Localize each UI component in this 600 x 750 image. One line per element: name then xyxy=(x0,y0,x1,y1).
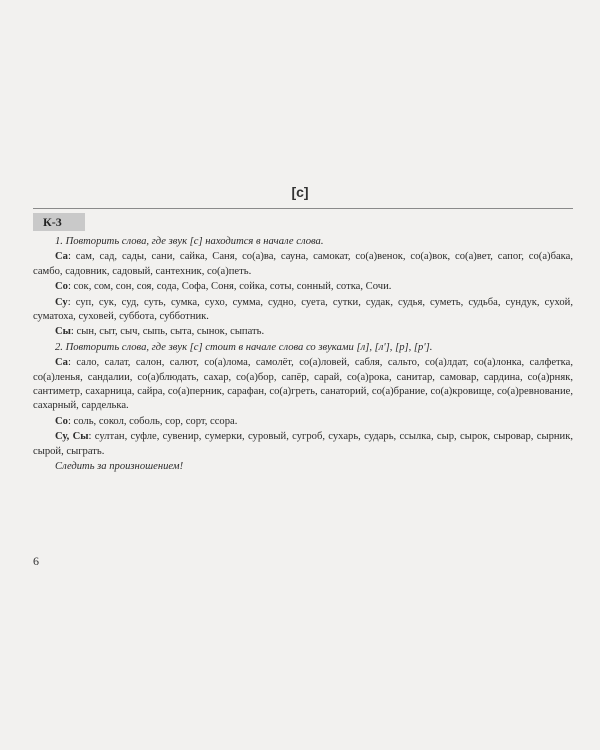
pronunciation-note: Следить за произношением! xyxy=(55,461,184,473)
group-label: Со xyxy=(55,281,68,293)
exercise-label: К-3 xyxy=(33,213,85,231)
page-header: [с] xyxy=(291,184,309,200)
group-label: Су xyxy=(55,296,68,308)
group-words: : сок, сом, сон, соя, сода, Софа, Соня, сойка, соты, сонный, сотка, Сочи. xyxy=(67,281,392,293)
word-group-sy xyxy=(33,325,573,339)
group-words: : соль, сокол, соболь, сор, сорт, ссора. xyxy=(67,415,238,427)
group-words: : сам, сад, сады, сани, сайка, Саня, со(а)ва, сауна, самокат, со(а)венок, со(а)вок, со(а)вет, сапог, со(а)бака, самбо, садовник, садовый, сантехник, со(а)петь. xyxy=(33,251,573,277)
instruction-2: 2. Повторить слова, где звук [с] стоит в начале слова со звуками [л], [л'], [р], [р']. xyxy=(55,341,433,353)
group-label: Са xyxy=(55,251,68,263)
group-words: : сын, сыт, сыч, сыпь, сыта, сынок, сыпать. xyxy=(70,326,265,338)
word-group-sa xyxy=(33,250,573,279)
group-words: : султан, суфле, сувенир, сумерки, суровый, сугроб, сухарь, сударь, ссылка, сыр, сырок, сыровар, сырник, сырой, сыграть. xyxy=(33,431,574,457)
group-words: : сало, салат, салон, салют, со(а)лома, самолёт, со(а)ловей, сабля, сальто, со(а)лдат, со(а)лонка, салфетка, со(а)ленья, сандалии, со(а)блюдать, сахар, со(а)бор, сапёр, сарай, со(а)рока, санитар, самовар, сардина, со(а)рняк, сантиметр, сахарница, сайра, со(а)перник, сарафан, со(а)греть, санаторий, со(а)брание, со(а)кровище, со(а)ревнование, сахарный, сарделька. xyxy=(33,357,573,412)
instruction-1: 1. Повторить слова, где звук [с] находится в начале слова. xyxy=(55,236,324,247)
group-words: : суп, сук, суд, суть, сумка, сухо, сумма, судно, суета, сутки, судак, судья, суметь, судьба, сундук, сухой, суматоха, суховей, суббота, субботник. xyxy=(33,296,573,323)
word-group-so xyxy=(33,280,573,294)
word-group-sa-2 xyxy=(33,356,573,414)
group-label: Со xyxy=(55,415,68,427)
group-label: Сы xyxy=(55,326,71,338)
word-group-so-2 xyxy=(33,415,573,429)
word-group-su-sy xyxy=(33,430,573,459)
word-group-su xyxy=(33,296,573,325)
group-label: Са xyxy=(55,357,68,369)
header-rule xyxy=(33,208,573,209)
group-label: Су, Сы xyxy=(55,431,89,443)
exercise-content xyxy=(33,235,573,476)
page-number: 6 xyxy=(33,554,39,568)
